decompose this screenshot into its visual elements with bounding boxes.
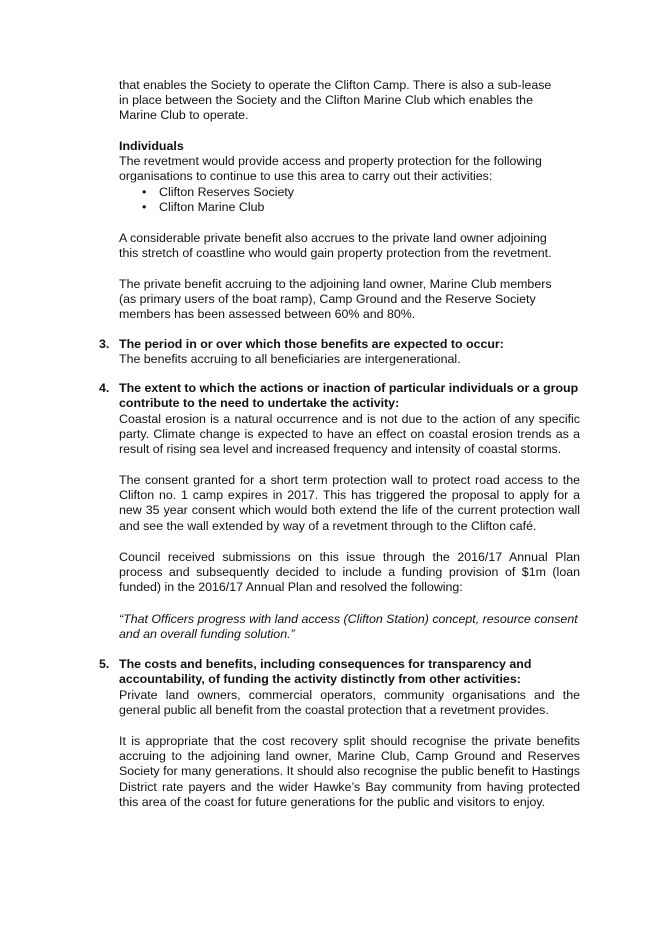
- list-item: [119, 200, 557, 215]
- list-item-text: Clifton Marine Club: [159, 200, 265, 215]
- section-4-quote: “That Officers progress with land access (Clifton Station) concept, resource consent and an overall funding solution.”: [119, 612, 578, 642]
- section-4-number: 4.: [99, 381, 110, 395]
- section-4-paragraph-1: Coastal erosion is a natural occurrence and is not due to the action of any specific party. Climate change is expected to have an effect on coastal erosion trends as a result of rising sea level and increased frequency and intensity of coastal storms.: [119, 412, 580, 457]
- list-item: [119, 185, 557, 200]
- section-4-paragraph-3: Council received submissions on this issue through the 2016/17 Annual Plan process and subsequently decided to include a funding provision of $1m (loan funded) in the 2016/17 Annual Plan and resolved the following:: [119, 550, 580, 595]
- section-4-paragraph-2: The consent granted for a short term protection wall to protect road access to the Clifton no. 1 camp expires in 2017. This has triggered the proposal to apply for a new 35 year consent which would both extend the life of the current protection wall and see the wall extended by way of a revetment through to the Clifton café.: [119, 473, 580, 533]
- individuals-bullet-list: [119, 185, 557, 215]
- bullet-icon: •: [142, 200, 147, 215]
- section-3-number: 3.: [99, 337, 110, 351]
- individuals-paragraph-3: The private benefit accruing to the adjoining land owner, Marine Club members (as primary users of the boat ramp), Camp Ground and the Reserve Society members has been assessed between 60% and 80%.: [119, 277, 552, 322]
- section-4-heading: The extent to which the actions or inaction of particular individuals or a group contribute to the need to undertake the activity:: [119, 381, 579, 411]
- individuals-paragraph-2: A considerable private benefit also accrues to the private land owner adjoining this stretch of coastline who would gain property protection from the revetment.: [119, 231, 552, 261]
- bullet-icon: •: [142, 185, 147, 199]
- section-5-paragraph-1: Private land owners, commercial operators, community organisations and the general public all benefit from the coastal protection that a revetment provides.: [119, 688, 580, 718]
- section-3-heading: The period in or over which those benefits are expected to occur:: [119, 337, 504, 351]
- section-5-number: 5.: [99, 657, 110, 671]
- section-3-text: The benefits accruing to all beneficiaries are intergenerational.: [119, 352, 461, 366]
- intro-paragraph: that enables the Society to operate the Clifton Camp. There is also a sub-lease in place between the Society and the Clifton Marine Club which enables the Marine Club to operate.: [119, 78, 552, 123]
- section-5-heading: The costs and benefits, including consequences for transparency and accountability, of funding the activity distinctly from other activities:: [119, 657, 532, 687]
- list-item-text: Clifton Reserves Society: [159, 185, 294, 199]
- individuals-heading: Individuals: [119, 139, 184, 153]
- individuals-text: The revetment would provide access and property protection for the following organisations to continue to use this area to carry out their activities:: [119, 154, 542, 184]
- section-5-paragraph-2: It is appropriate that the cost recovery split should recognise the private benefits accruing to the adjoining land owner, Marine Club, Camp Ground and Reserves Society for many generations. It should also recognise the public benefit to Hastings District rate payers and the wider Hawke’s Bay community from having protected this area of the coast for future generations for the public and visitors to enjoy.: [119, 734, 580, 809]
